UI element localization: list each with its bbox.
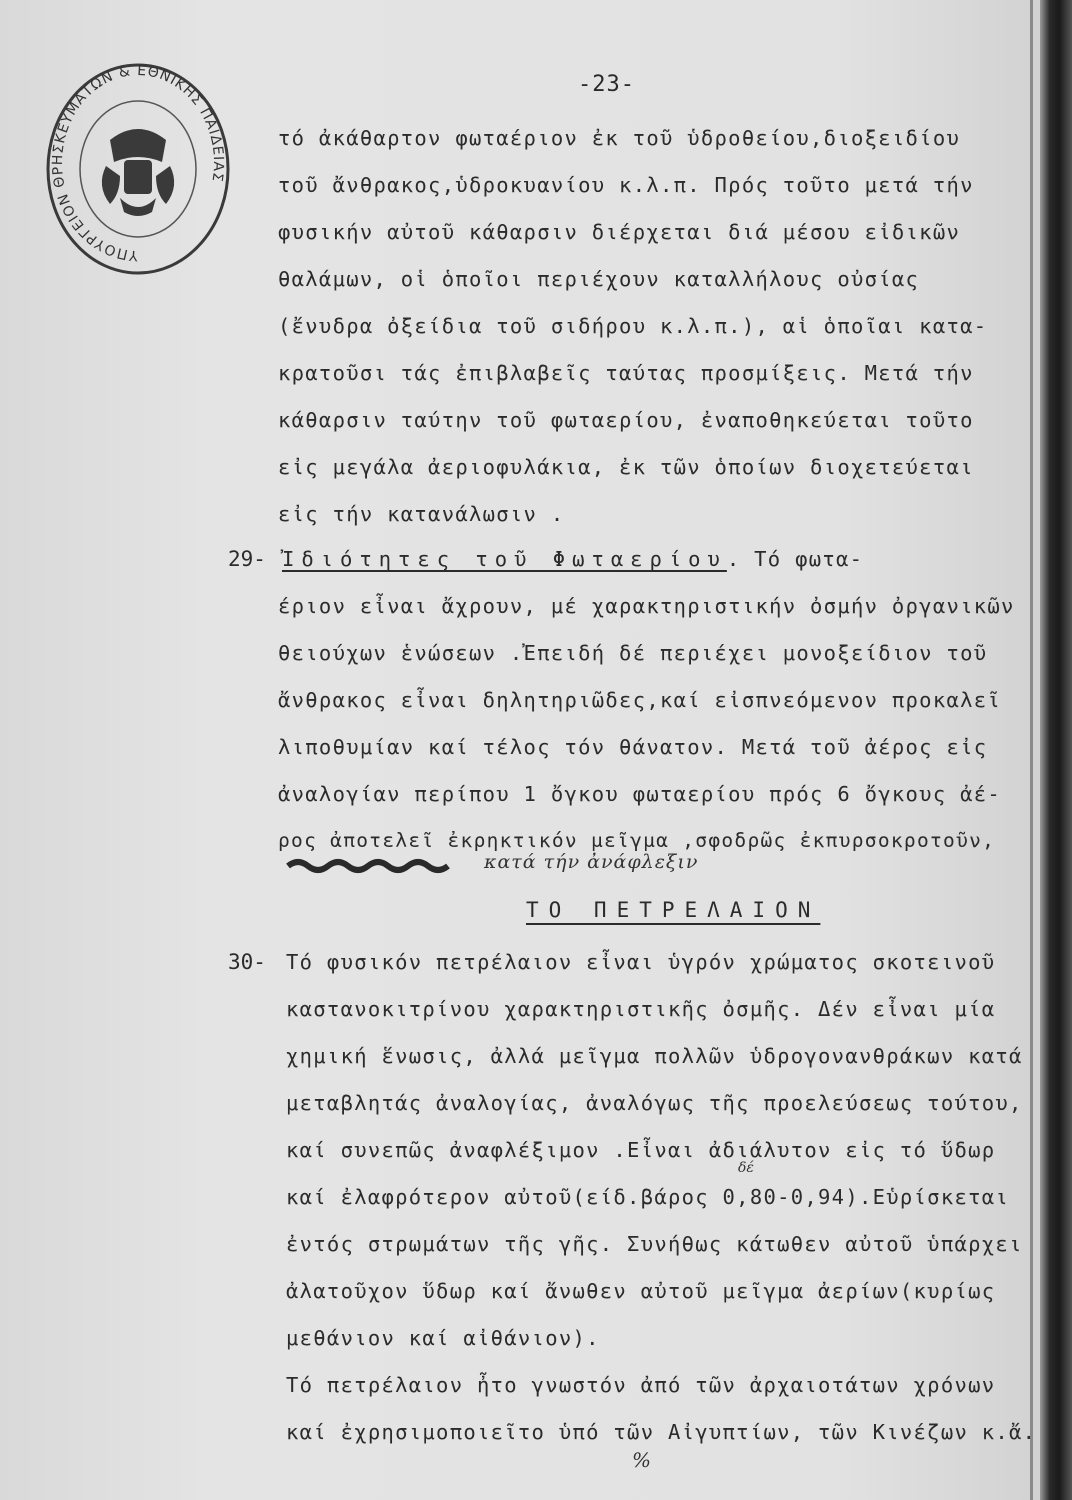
handwritten-correction: κατά τήν ἀνάφλεξιν [484,851,699,873]
footer-mark: % [632,1448,652,1472]
section-title: Ἰδιότητες τοῦ Φωταερίου [282,547,727,571]
text-line: ἀλατοῦχον ὕδωρ καί ἄνωθεν αὐτοῦ μεῖγμα ἀερίων(κυρίως [286,1279,996,1303]
official-seal-stamp [40,58,236,280]
text-line: ἀναλογίαν περίπου 1 ὄγκου φωταερίου πρός 6 ὄγκους ἀέ- [278,782,1002,806]
text-line: (ἔνυδρα ὀξείδια τοῦ σιδήρου κ.λ.π.), αἱ ὁποῖαι κατα- [278,314,988,338]
text-line: καί συνεπῶς ἀναφλέξιμον .Εἶναι ἀδιάλυτον εἰς τό ὕδωρ [286,1138,996,1162]
text-line: λιποθυμίαν καί τέλος τόν θάνατον. Μετά τοῦ ἀέρος εἰς [278,735,988,759]
section-title-tail: . Τό φωτα- [726,547,864,571]
text-line: θειούχων ἑνώσεων .Ἐπειδή δέ περιέχει μονοξείδιον τοῦ [278,641,988,665]
text-line: καστανοκιτρίνου χαρακτηριστικῆς ὀσμῆς. Δέν εἶναι μία [286,997,996,1021]
struck-out-word [286,852,456,878]
text-line: έριον εἶναι ἄχρουν, μέ χαρακτηριστικήν ὀσμήν ὀργανικῶν [278,594,1015,618]
text-line: φυσικήν αὐτοῦ κάθαρσιν διέρχεται διά μέσου εἰδικῶν [278,220,961,244]
text-line: κάθαρσιν ταύτην τοῦ φωταερίου, ἐναποθηκεύεται τοῦτο [278,408,974,432]
text-line: τοῦ ἄνθρακος,ὑδροκυανίου κ.λ.π. Πρός τοῦτο μετά τήν [278,173,974,197]
text-line: τό ἀκάθαρτον φωταέριον ἐκ τοῦ ὑδροθείου,διοξειδίου [278,126,961,150]
text-line: χημική ἕνωσις, ἀλλά μεῖγμα πολλῶν ὑδρογονανθράκων κατά [286,1044,1023,1068]
section-number: 30- [228,950,266,974]
text-line: ρος ἀποτελεῖ ἐκρηκτικόν μεῖγμα ,σφοδρῶς ἐκπυρσοκροτοῦν, [278,829,996,852]
book-binding [1040,0,1072,1500]
text-line: κρατοῦσι τάς ἐπιβλαβεῖς ταύτας προσμίξεις. Μετά τήν [278,361,974,385]
text-line: εἰς τήν κατανάλωσιν . [278,502,565,526]
section-title-line [282,547,863,571]
handwritten-insert: δέ [738,1160,754,1176]
page-number: -23- [578,72,635,97]
text-line: καί ἐλαφρότερον αὐτοῦ(είδ.βάρος 0,80-0,94).Εὑρίσκεται [286,1185,1010,1209]
text-line: ἄνθρακος εἶναι δηλητηριῶδες,καί εἰσπνεόμενον προκαλεῖ [278,688,1002,712]
text-line: καί ἐχρησιμοποιεῖτο ὑπό τῶν Αἰγυπτίων, τῶν Κινέζων κ.ἄ. [286,1420,1037,1444]
text-line: Τό φυσικόν πετρέλαιον εἶναι ὑγρόν χρώματος σκοτεινοῦ [286,950,996,974]
section-heading: ΤΟ ΠΕΤΡΕΛΑΙΟΝ [526,898,821,922]
text-line: ἐντός στρωμάτων τῆς γῆς. Συνήθως κάτωθεν αὐτοῦ ὑπάρχει [286,1232,1023,1256]
text-line: μεταβλητάς ἀναλογίας, ἀναλόγως τῆς προελεύσεως τούτου, [286,1091,1023,1115]
page-edge [1030,0,1033,1500]
text-line: εἰς μεγάλα ἀεριοφυλάκια, ἐκ τῶν ὁποίων διοχετεύεται [278,455,974,479]
text-line: θαλάμων, οἱ ὁποῖοι περιέχουν καταλλήλους οὐσίας [278,267,920,291]
svg-text:ΥΠΟΥΡΓΕΙΟΝ ΘΡΗΣΚΕΥΜΑΤΩΝ & ΕΘΝΙ: ΥΠΟΥΡΓΕΙΟΝ ΘΡΗΣΚΕΥΜΑΤΩΝ & ΕΘΝΙΚΗΣ ΠΑΙΔΕΙΑΣ [49,62,227,264]
section-number: 29- [228,547,266,571]
text-line: μεθάνιον καί αἰθάνιον). [286,1326,600,1350]
text-line: Τό πετρέλαιον ἦτο γνωστόν ἀπό τῶν ἀρχαιοτάτων χρόνων [286,1373,996,1397]
